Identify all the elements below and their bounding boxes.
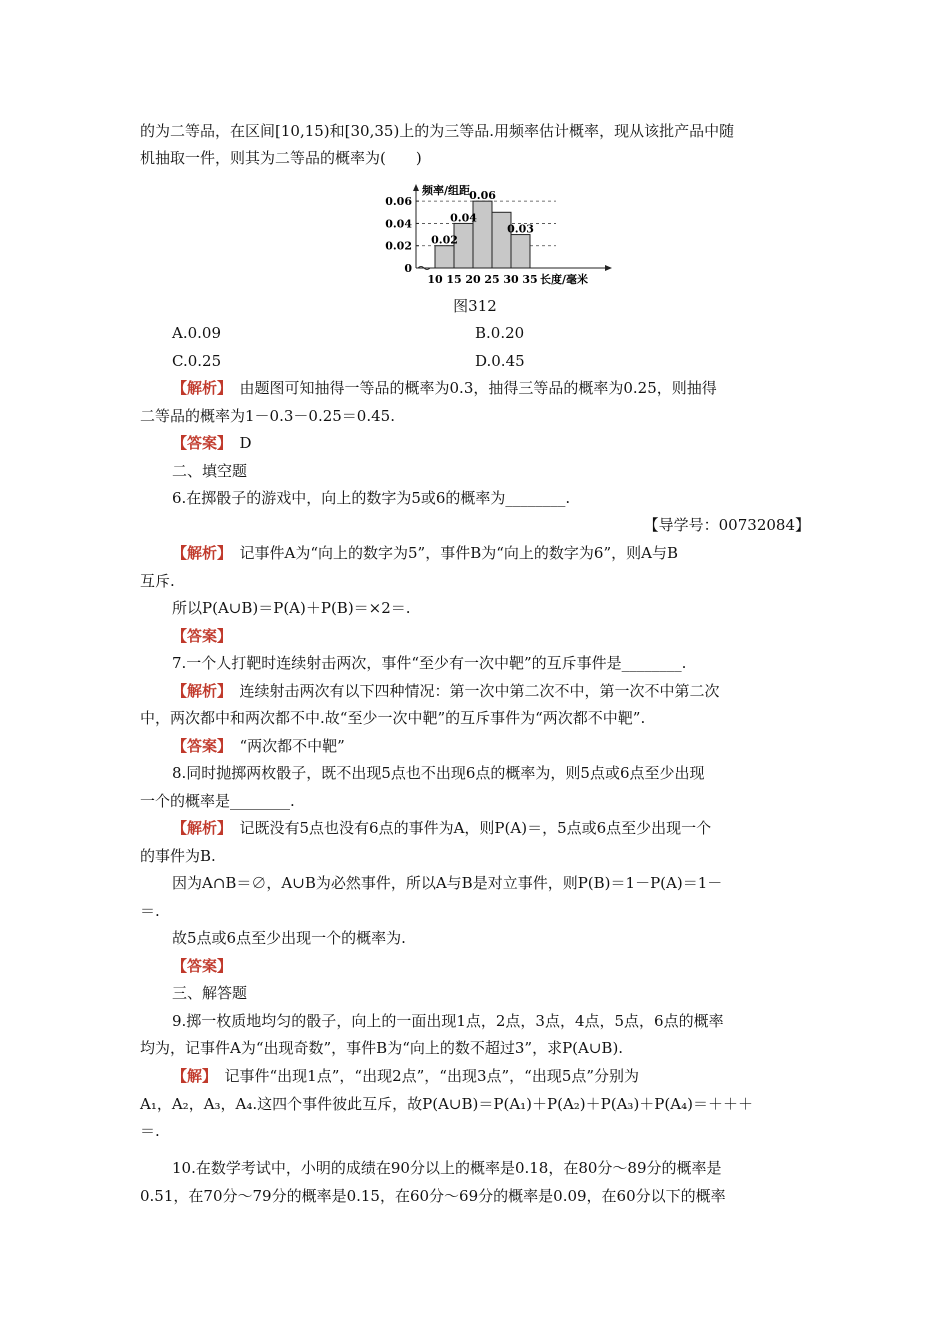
x-axis-arrow [605,265,612,271]
answer-label: 【答案】 [172,737,225,755]
solution-text: 记事件“出现1点”，“出现2点”，“出现3点”，“出现5点”分别为 [209,1067,640,1085]
text-line: 0.51，在70分～79分的概率是0.15，在60分～69分的概率是0.09，在60分以下的概率 [140,1187,726,1205]
q7-analysis [172,681,720,701]
text-line: 互斥. [140,572,175,590]
answer-label: 【答案】 [172,434,225,452]
x-tick-label: 10 [427,273,443,286]
bar-value-label: 0.03 [507,222,534,236]
text-line: 一个的概率是________. [140,792,295,810]
y-axis-arrow [413,184,419,191]
text-line: 机抽取一件，则其为二等品的概率为( ) [140,149,422,167]
solution-label: 【解】 [172,1067,210,1085]
x-tick-label: 15 [446,273,462,286]
answer-text: “两次都不中靶” [224,737,345,755]
text-line: 均为，记事件A为“出现奇数”，事件B为“向上的数不超过3”，求P(A∪B). [140,1039,624,1057]
option-b: B.0.20 [475,324,525,342]
text-line: ＝. [140,902,160,920]
q9-stem: 9.掷一枚质地均匀的骰子，向上的一面出现1点，2点，3点，4点，5点，6点的概率 [172,1012,724,1030]
y-tick-label: 0.04 [385,217,412,231]
histogram-bar [492,212,511,268]
y-axis-label: 频率/组距 [422,184,471,197]
bar-value-label: 0.06 [469,189,496,203]
text-line: 的事件为B. [140,847,216,865]
option-a: A.0.09 [172,324,221,342]
analysis-label: 【解析】 [172,544,225,562]
answer-label: 【答案】 [172,627,233,645]
x-tick-label: 20 [465,273,481,286]
guide-number: 【导学号：00732084】 [643,516,810,534]
histogram-bar [511,235,530,268]
option-d: D.0.45 [475,352,525,370]
q8-stem: 8.同时抛掷两枚骰子，既不出现5点也不出现6点的概率为，则5点或6点至少出现 [172,764,705,782]
section-heading: 二、填空题 [172,462,248,480]
analysis-label: 【解析】 [172,819,225,837]
q5-analysis [172,378,717,398]
answer-text: D [224,434,252,452]
y-tick-label: 0 [404,262,412,275]
q10-stem: 10.在数学考试中，小明的成绩在90分以上的概率是0.18，在80分～89分的概率是 [172,1159,722,1177]
q5-answer [172,433,252,453]
x-tick-label: 35 [522,273,538,286]
q9-solution [172,1066,639,1086]
y-tick-label: 0.06 [385,195,412,209]
answer-label: 【答案】 [172,957,233,975]
text-line: 的为二等品，在区间[10,15)和[30,35)上的为三等品.用频率估计概率，现从该批产品中随 [140,122,735,140]
histogram-bar [435,246,454,268]
q6-answer [172,626,232,646]
analysis-text: 由题图可知抽得一等品的概率为0.3，抽得三等品的概率为0.25，则抽得 [224,379,717,397]
analysis-label: 【解析】 [172,379,225,397]
text-line: ＝. [140,1122,160,1140]
text-line: 二等品的概率为1－0.3－0.25＝0.45. [140,407,395,425]
option-c: C.0.25 [172,352,222,370]
analysis-text: 连续射击两次有以下四种情况：第一次中第二次不中，第一次不中第二次 [224,682,720,700]
text-line: 因为A∩B＝∅，A∪B为必然事件，所以A与B是对立事件，则P(B)＝1－P(A)＝1－ [172,874,723,892]
bar-value-label: 0.02 [431,233,458,247]
analysis-label: 【解析】 [172,682,225,700]
text-line: 中，两次都中和两次都不中.故“至少一次中靶”的互斥事件为“两次都不中靶”. [140,709,646,727]
x-tick-label: 25 [484,273,500,286]
y-tick-label: 0.02 [385,239,412,253]
text-line: 故5点或6点至少出现一个的概率为. [172,929,406,947]
q7-stem: 7.一个人打靶时连续射击两次，事件“至少有一次中靶”的互斥事件是________. [172,654,687,672]
figure-caption: 图312 [453,297,497,315]
q7-answer [172,736,345,756]
q6-stem: 6.在掷骰子的游戏中，向上的数字为5或6的概率为________. [172,489,571,507]
histogram-chart [380,180,620,296]
q8-answer [172,956,232,976]
text-line: A₁，A₂，A₃，A₄.这四个事件彼此互斥，故P(A∪B)＝P(A₁)＋P(A₂)＋P(A₃)＋P(A₄)＝＋＋＋ [140,1095,753,1113]
analysis-text: 记事件A为“向上的数字为5”，事件B为“向上的数字为6”，则A与B [224,544,678,562]
x-axis-label: 长度/毫米 [540,273,589,286]
bar-value-label: 0.04 [450,211,477,225]
text-line: 所以P(A∪B)＝P(A)＋P(B)＝×2＝. [172,599,411,617]
q6-analysis [172,543,678,563]
analysis-text: 记既没有5点也没有6点的事件为A，则P(A)＝，5点或6点至少出现一个 [224,819,712,837]
q8-analysis [172,818,711,838]
x-tick-label: 30 [503,273,519,286]
section-heading: 三、解答题 [172,984,248,1002]
